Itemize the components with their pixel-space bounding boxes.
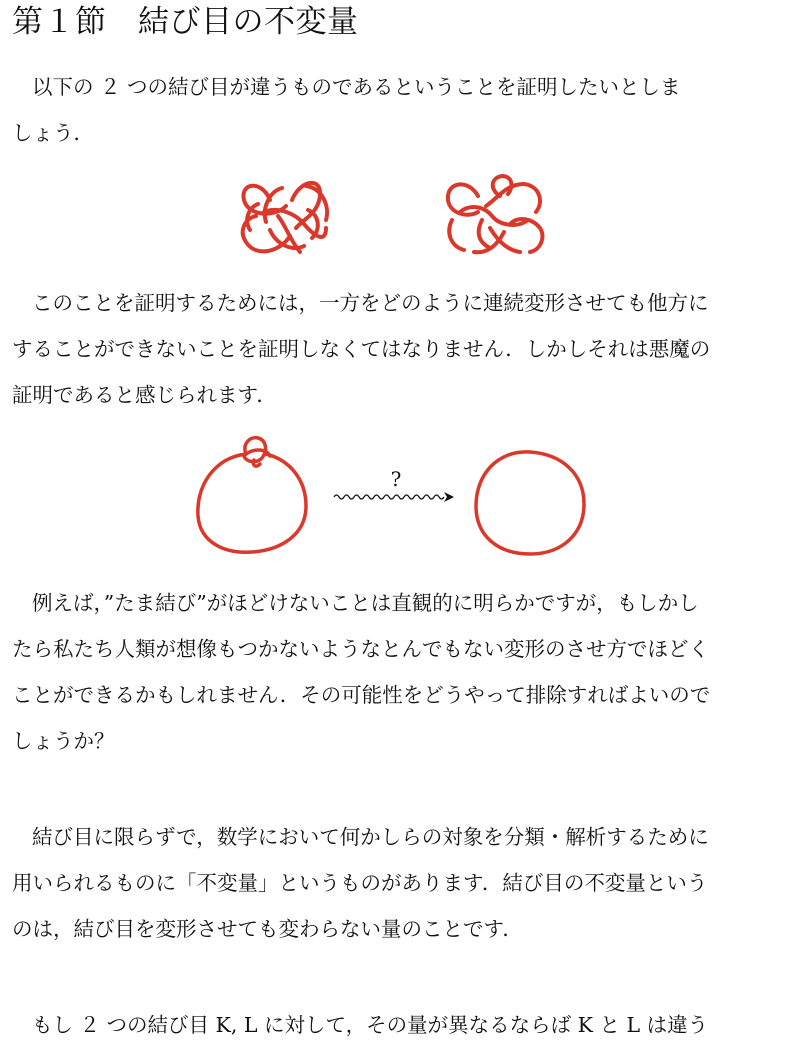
arrow-question-label: ? [390,467,402,491]
tama-musubi-knot [244,438,270,462]
paragraph-line: しょうか？ [12,729,115,753]
paragraph-4 [12,814,788,952]
section-title: 第１節 結び目の不変量 [12,4,359,40]
paragraph-line: しょう． [12,121,94,145]
paragraph-line: 証明であると感じられます． [12,383,277,407]
paragraph-3 [12,580,788,764]
paragraph-line: することができないことを証明しなくてはなりません．しかしそれは悪魔の [12,337,711,361]
knot-left [243,183,327,252]
knot-figure-svg [0,166,800,266]
tama-musubi-loop [198,454,306,552]
knot-figure [0,166,800,266]
unknot-figure [0,430,800,560]
paragraph-line: たら私たち人類が想像もつかないようなとんでもない変形のさせ方でほどく [12,637,709,661]
wavy-arrow [334,492,454,502]
paragraph-line: 以下の ２ つの結び目が違うものであるということを証明したいとしま [32,75,681,99]
paragraph-line: のは，結び目を変形させても変わらない量のことです． [12,917,523,941]
unknot-figure-svg [0,430,800,560]
unknot-loop [476,452,584,554]
paragraph-line: 例えば，”たま結び”がほどけないことは直観的に明らかですが，もしかし [32,591,699,615]
paragraph-2 [12,280,788,418]
paragraph-line: ことができるかもしれません．その可能性をどうやって排除すればよいので [12,683,711,707]
paragraph-line: もし ２ つの結び目 K, L に対して，その量が異なるならば K と L は違う [32,1013,709,1037]
paragraph-1 [12,64,788,156]
paragraph-5 [12,1002,788,1048]
paragraph-line: このことを証明するためには，一方をどのように連続変形させても他方に [32,291,709,315]
paragraph-line: 結び目に限らずで，数学において何かしらの対象を分類・解析するために [32,825,709,849]
paragraph-line: 用いられるものに「不変量」というものがあります．結び目の不変量という [12,871,708,895]
knot-right [448,176,543,252]
